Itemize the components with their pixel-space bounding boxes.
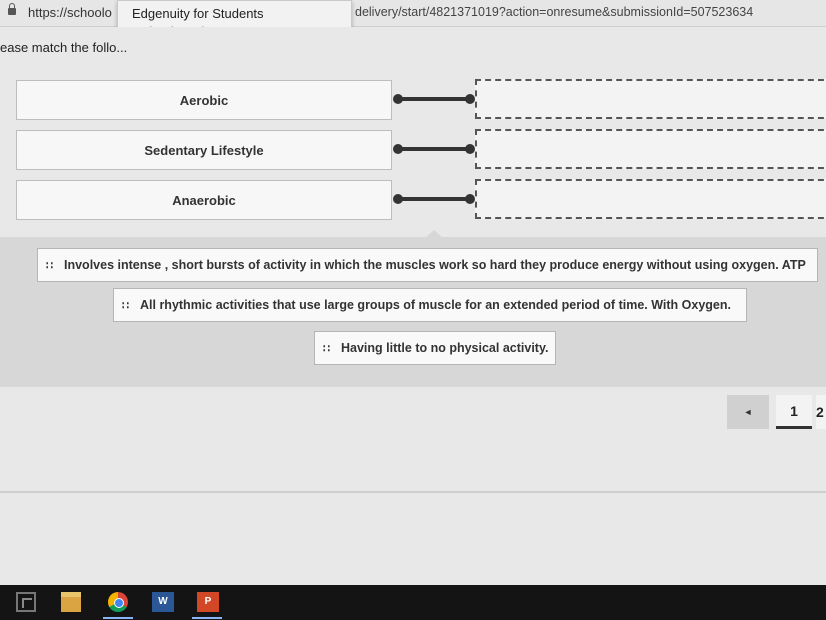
url-text-left[interactable]: https://schoolo	[28, 5, 112, 20]
windows-taskbar	[0, 585, 826, 620]
chrome-icon[interactable]	[108, 592, 128, 612]
connector-dot-right	[465, 94, 475, 104]
drag-handle-icon[interactable]: ∷	[46, 259, 52, 272]
footer-divider	[0, 491, 826, 493]
prev-page-button[interactable]: ◄	[727, 395, 769, 429]
connector-line	[398, 97, 470, 101]
file-explorer-icon[interactable]	[61, 592, 81, 612]
drag-handle-icon[interactable]: ∷	[323, 342, 329, 355]
tooltip-title: Edgenuity for Students	[132, 6, 264, 21]
connector-aerobic	[393, 94, 475, 104]
powerpoint-icon[interactable]: P	[197, 592, 219, 612]
page-1-button[interactable]: 1	[776, 395, 812, 429]
choice-sedentary-definition[interactable]	[314, 331, 556, 365]
choice-aerobic-definition[interactable]	[113, 288, 747, 322]
connector-anaerobic	[393, 194, 475, 204]
drop-zone-anaerobic[interactable]	[475, 179, 826, 219]
connector-sedentary	[393, 144, 475, 154]
drop-zone-sedentary[interactable]	[475, 129, 826, 169]
word-icon[interactable]: W	[152, 592, 174, 612]
connector-line	[398, 197, 470, 201]
instruction-text: ease match the follo...	[0, 40, 128, 55]
choice-text: All rhythmic activities that use large groups of muscle for an extended period of time. With Oxygen.	[140, 298, 731, 312]
drag-handle-icon[interactable]: ∷	[122, 299, 128, 312]
term-aerobic: Aerobic	[16, 80, 392, 120]
choice-anaerobic-definition[interactable]	[37, 248, 818, 282]
chrome-active-indicator	[103, 617, 133, 619]
lock-icon	[8, 8, 16, 15]
answer-bank	[0, 237, 826, 387]
powerpoint-active-indicator	[192, 617, 222, 619]
url-text-right[interactable]: delivery/start/4821371019?action=onresume&submissionId=507523634	[355, 5, 754, 19]
term-anaerobic: Anaerobic	[16, 180, 392, 220]
page-2-button[interactable]: 2	[816, 395, 826, 429]
choice-text: Involves intense , short bursts of activity in which the muscles work so hard they produce energy without using oxygen. ATP	[64, 258, 806, 272]
choice-text: Having little to no physical activity.	[341, 341, 549, 355]
drop-zone-aerobic[interactable]	[475, 79, 826, 119]
connector-line	[398, 147, 470, 151]
term-sedentary-lifestyle: Sedentary Lifestyle	[16, 130, 392, 170]
connector-dot-right	[465, 194, 475, 204]
task-view-icon[interactable]	[16, 592, 36, 612]
question-page	[0, 27, 826, 585]
connector-dot-right	[465, 144, 475, 154]
